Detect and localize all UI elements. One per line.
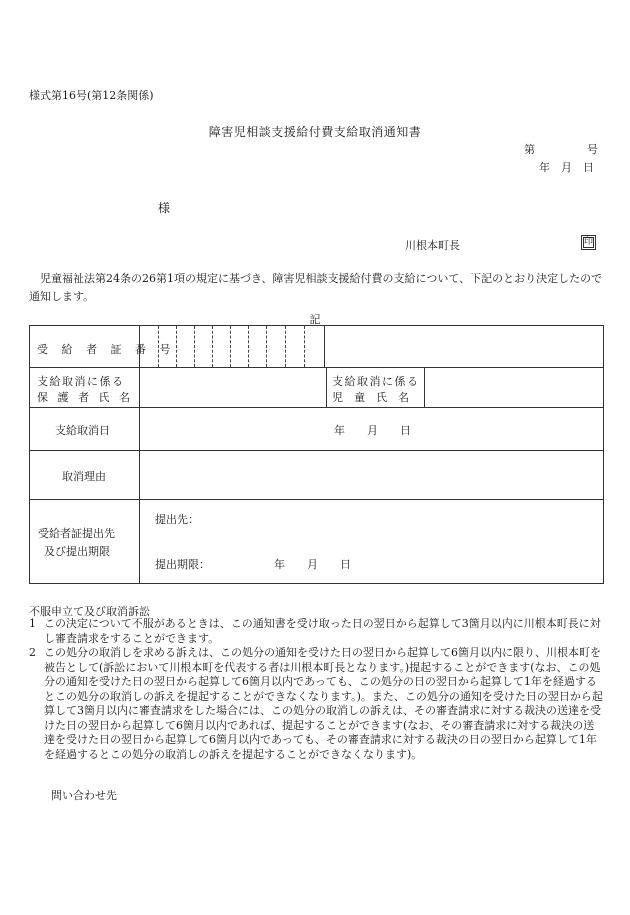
cancellation-table [29, 325, 604, 584]
issuer-mayor: 川根本町長 [405, 239, 460, 252]
table-row [30, 368, 603, 408]
child-name-label-line1: 支給取消に係る [332, 375, 420, 388]
cancellation-date-value: 年 月 日 [334, 424, 411, 437]
guardian-name-label-line1: 支給取消に係る [37, 375, 125, 388]
child-name-label-line2: 児 童 氏 名 [332, 391, 409, 404]
table-row [30, 408, 603, 451]
submission-deadline-date: 年 月 日 [274, 558, 351, 571]
number-go: 号 [587, 143, 598, 156]
guardian-name-label-line2: 保 護 者 氏 名 [37, 391, 133, 404]
appeal-note-item [29, 617, 604, 646]
note-text: この処分の取消しを求める訴えは、この処分の通知を受けた日の翌日から起算して6箇月以内に限り、川根本町を被告として(訴訟において川根本町を代表する者は川根本町長となります。)提起することができます(なお、この処分の通知を受けた日の翌日から起算して6箇月以内であっても、この処分の日の翌日から起算して1年を経過するとこの処分の取消しの訴えを提起することができなくなります。)。また、この処分の通知を受けた日の翌日から起算して3箇月以内に審査請求をした場合には、この処分の取消しの訴えは、その審査請求に対する裁決の送達を受けた日の翌日から起算して6箇月以内であれば、提起することができます(なお、その審査請求に対する裁決の送達を受けた日の翌日から起算して6箇月以内であっても、その審査請求に対する裁決の日の翌日から起算して1年を経過するとこの処分の取消しの訴えを提起することができなくなります)。 [44, 646, 603, 761]
note-number: 1 [29, 617, 36, 630]
cancellation-reason-label: 取消理由 [62, 470, 106, 483]
table-row [30, 326, 603, 368]
submission-destination-label: 提出先： [155, 513, 199, 526]
document-title: 障害児相談支援給付費支給取消通知書 [208, 125, 422, 139]
submission-label-line2: 及び提出期限 [44, 545, 110, 558]
table-row [30, 500, 603, 583]
submission-label-line1: 受給者証提出先 [38, 527, 115, 540]
cancellation-date-label: 支給取消日 [55, 424, 110, 437]
notice-body-text: 児童福祉法第24条の26第1項の規定に基づき、障害児相談支援給付費の支給について、下記のとおり決定したので通知します。 [29, 272, 603, 303]
submission-deadline-label: 提出期限： [155, 558, 210, 571]
seal-label: 印 [584, 237, 594, 247]
inquiry-label: 問い合わせ先 [51, 789, 117, 802]
number-dai: 第 [524, 143, 535, 156]
table-row [30, 451, 603, 500]
ki-label: 記 [309, 313, 321, 326]
recipient-honorific: 様 [158, 201, 171, 215]
recipient-cert-number-label: 受 給 者 証 番 号 [37, 343, 176, 356]
note-text: この決定について不服があるときは、この通知書を受け取った日の翌日から起算して3箇月以内に川根本町長に対し審査請求をすることができます。 [44, 617, 601, 645]
appeal-note-item [29, 646, 604, 762]
document-date: 年 月 日 [539, 161, 594, 174]
document-number [524, 141, 598, 157]
appeal-notes-title: 不服申立て及び取消訴訟 [29, 605, 150, 618]
note-number: 2 [29, 646, 36, 659]
seal-stamp [581, 235, 596, 250]
form-number: 様式第16号(第12条関係) [29, 89, 154, 102]
